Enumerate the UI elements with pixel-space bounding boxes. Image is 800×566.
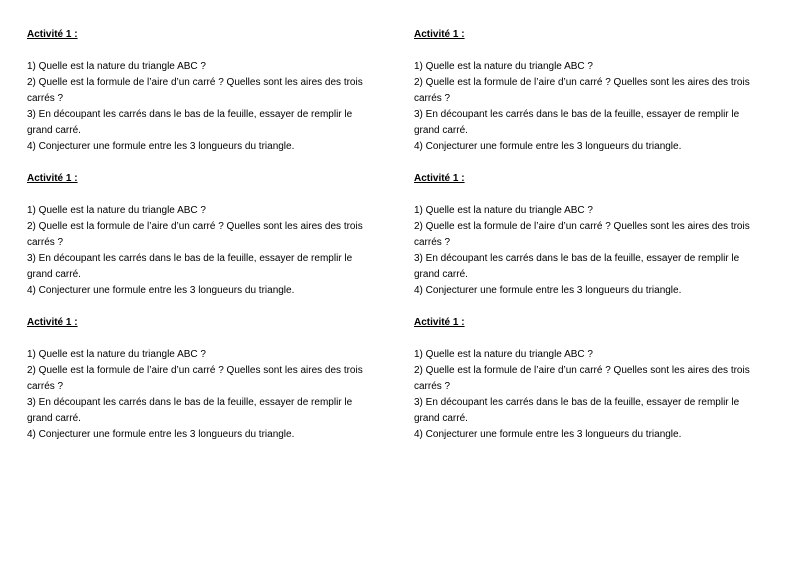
activity-title: Activité 1 :: [27, 173, 78, 184]
question-1: 1) Quelle est la nature du triangle ABC ?: [414, 205, 593, 216]
activity-block: [414, 315, 774, 459]
question-4: 4) Conjecturer une formule entre les 3 longueurs du triangle.: [27, 285, 295, 296]
right-column: [414, 27, 774, 459]
question-4: 4) Conjecturer une formule entre les 3 longueurs du triangle.: [414, 429, 682, 440]
question-2: 2) Quelle est la formule de l’aire d’un carré ? Quelles sont les aires des trois: [414, 221, 750, 232]
question-2-cont: carrés ?: [27, 237, 64, 248]
question-1: 1) Quelle est la nature du triangle ABC ?: [27, 205, 206, 216]
question-1: 1) Quelle est la nature du triangle ABC ?: [27, 61, 206, 72]
question-1: 1) Quelle est la nature du triangle ABC ?: [27, 349, 206, 360]
question-3-cont: grand carré.: [414, 125, 468, 136]
question-4: 4) Conjecturer une formule entre les 3 longueurs du triangle.: [414, 141, 682, 152]
question-4: 4) Conjecturer une formule entre les 3 longueurs du triangle.: [27, 141, 295, 152]
left-column: [27, 27, 387, 459]
question-2-cont: carrés ?: [414, 93, 451, 104]
question-2: 2) Quelle est la formule de l’aire d’un carré ? Quelles sont les aires des trois: [27, 365, 363, 376]
question-3-cont: grand carré.: [27, 269, 81, 280]
activity-title: Activité 1 :: [27, 317, 78, 328]
activity-title: Activité 1 :: [27, 29, 78, 40]
activity-title: Activité 1 :: [414, 29, 465, 40]
question-2-cont: carrés ?: [27, 93, 64, 104]
question-2: 2) Quelle est la formule de l’aire d’un carré ? Quelles sont les aires des trois: [414, 77, 750, 88]
activity-block: [27, 171, 387, 315]
question-2: 2) Quelle est la formule de l’aire d’un carré ? Quelles sont les aires des trois: [27, 221, 363, 232]
question-3: 3) En découpant les carrés dans le bas de la feuille, essayer de remplir le: [27, 397, 353, 408]
question-4: 4) Conjecturer une formule entre les 3 longueurs du triangle.: [27, 429, 295, 440]
question-1: 1) Quelle est la nature du triangle ABC ?: [414, 61, 593, 72]
activity-block: [414, 27, 774, 171]
question-3-cont: grand carré.: [27, 413, 81, 424]
question-3: 3) En découpant les carrés dans le bas de la feuille, essayer de remplir le: [414, 397, 740, 408]
question-4: 4) Conjecturer une formule entre les 3 longueurs du triangle.: [414, 285, 682, 296]
question-3: 3) En découpant les carrés dans le bas de la feuille, essayer de remplir le: [27, 253, 353, 264]
question-2-cont: carrés ?: [27, 381, 64, 392]
question-3: 3) En découpant les carrés dans le bas de la feuille, essayer de remplir le: [27, 109, 353, 120]
activity-block: [27, 315, 387, 459]
question-3-cont: grand carré.: [414, 413, 468, 424]
question-2: 2) Quelle est la formule de l’aire d’un carré ? Quelles sont les aires des trois: [414, 365, 750, 376]
question-3-cont: grand carré.: [414, 269, 468, 280]
activity-title: Activité 1 :: [414, 317, 465, 328]
question-2-cont: carrés ?: [414, 237, 451, 248]
question-2-cont: carrés ?: [414, 381, 451, 392]
question-3: 3) En découpant les carrés dans le bas de la feuille, essayer de remplir le: [414, 109, 740, 120]
activity-block: [27, 27, 387, 171]
question-3-cont: grand carré.: [27, 125, 81, 136]
activity-title: Activité 1 :: [414, 173, 465, 184]
question-3: 3) En découpant les carrés dans le bas de la feuille, essayer de remplir le: [414, 253, 740, 264]
question-2: 2) Quelle est la formule de l’aire d’un carré ? Quelles sont les aires des trois: [27, 77, 363, 88]
question-1: 1) Quelle est la nature du triangle ABC ?: [414, 349, 593, 360]
activity-block: [414, 171, 774, 315]
